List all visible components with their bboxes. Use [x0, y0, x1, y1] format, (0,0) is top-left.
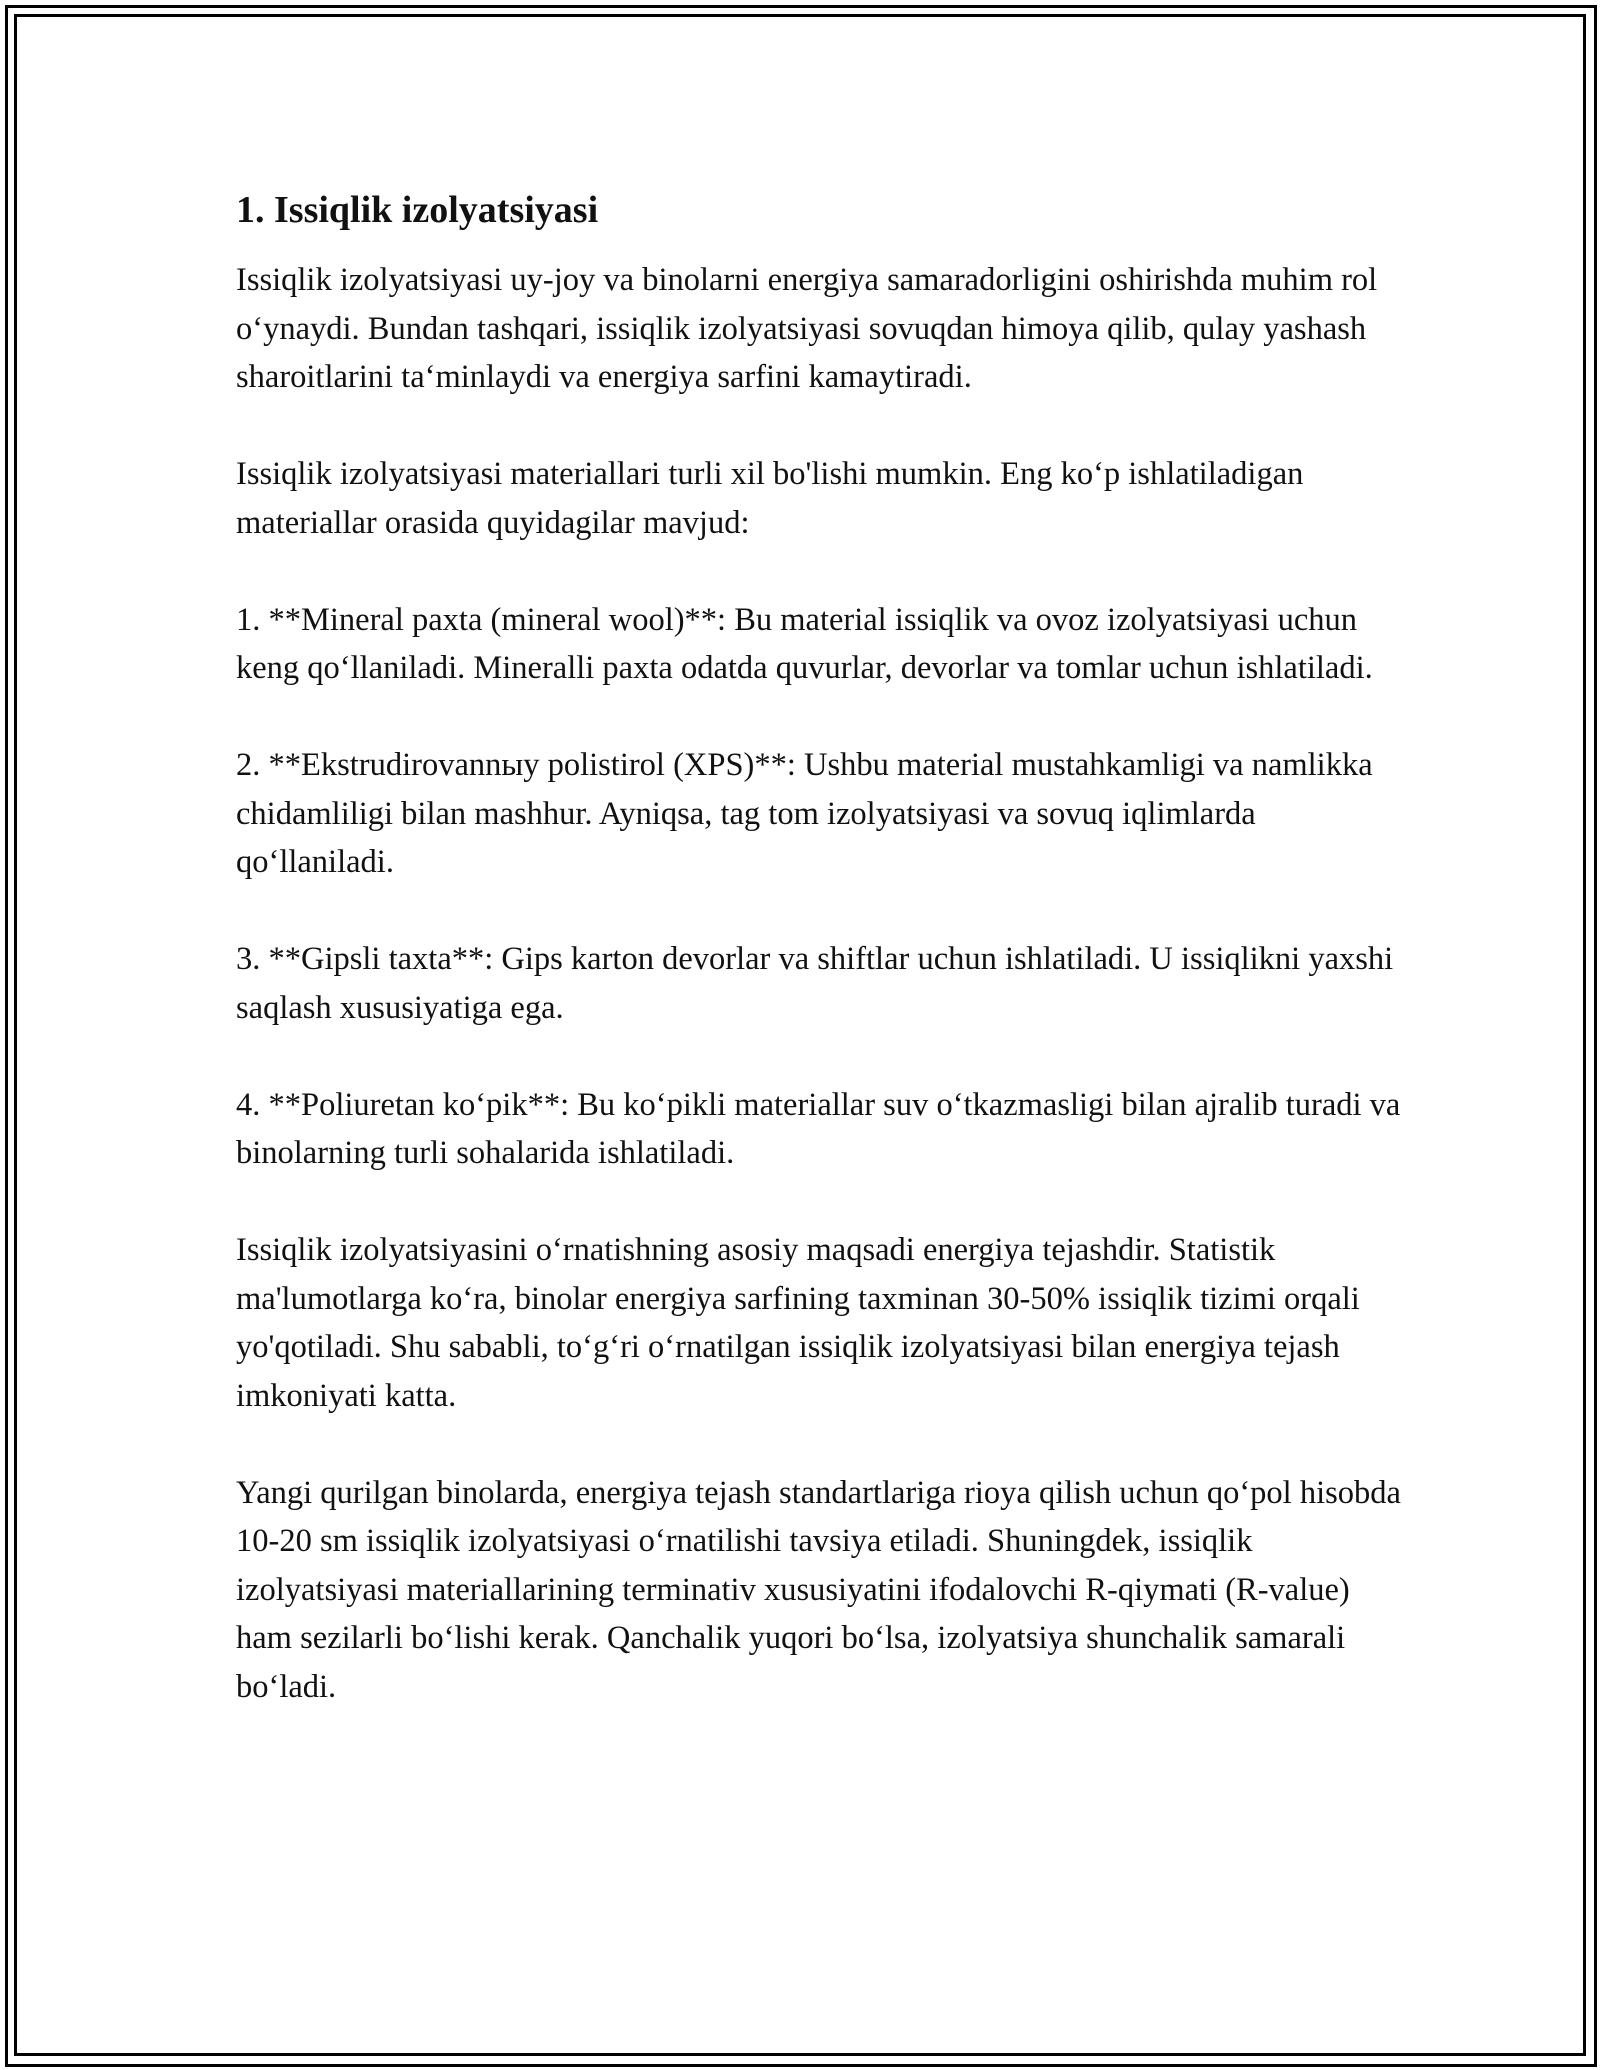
list-item-polyurethane-foam: 4. **Poliuretan ko‘pik**: Bu ko‘pikli materiallar suv o‘tkazmasligi bilan ajralib turadi va binolarning turli sohalarida ishlatiladi. [236, 1086, 1401, 1171]
list-item-gypsum-board: 3. **Gipsli taxta**: Gips karton devorlar va shiftlar uchun ishlatiladi. U issiqlikni yaxshi saqlash xususiyatiga ega. [236, 941, 1394, 1026]
list-item-xps: 2. **Ekstrudirovannыy polistirol (XPS)**: Ushbu material mustahkamligi va namlikka chidamliligi bilan mashhur. Ayniqsa, tag tom izolyatsiyasi va sovuq iqlimlarda qo‘llaniladi. [236, 747, 1373, 880]
list-item-mineral-wool: 1. **Mineral paxta (mineral wool)**: Bu material issiqlik va ovoz izolyatsiyasi uchun keng qo‘llaniladi. Mineralli paxta odatda quvurlar, devorlar va tomlar uchun ishlatiladi. [236, 601, 1373, 686]
section-title: 1. Issiqlik izolyatsiyasi [236, 189, 599, 231]
intro-paragraph: Issiqlik izolyatsiyasi uy-joy va binolarni energiya samaradorligini oshirishda muhim rol o‘ynaydi. Bundan tashqari, issiqlik izolyatsiyasi sovuqdan himoya qilib, qulay yashash sharoitlarini ta‘minlaydi va energiya sarfini kamaytiradi. [236, 262, 1378, 395]
materials-intro-paragraph: Issiqlik izolyatsiyasi materiallari turli xil bo'lishi mumkin. Eng ko‘p ishlatiladigan materiallar orasida quyidagilar mavjud: [236, 456, 1304, 541]
energy-saving-paragraph: Issiqlik izolyatsiyasini o‘rnatishning asosiy maqsadi energiya tejashdir. Statistik ma'lumotlarga ko‘ra, binolar energiya sarfining taxminan 30-50% issiqlik tizimi orqali yo'qotiladi. Shu sababli, to‘g‘ri o‘rnatilgan issiqlik izolyatsiyasi bilan energiya tejash imkoniyati katta. [236, 1232, 1360, 1414]
standards-paragraph: Yangi qurilgan binolarda, energiya tejash standartlariga rioya qilish uchun qo‘pol hisobda 10-20 sm issiqlik izolyatsiyasi o‘rnatilishi tavsiya etiladi. Shuningdek, issiqlik izolyatsiyasi materiallarining terminativ xususiyatini ifodalovchi R-qiymati (R-value) ham sezilarli bo‘lishi kerak. Qanchalik yuqori bo‘lsa, izolyatsiya shunchalik samarali bo‘ladi. [236, 1474, 1401, 1705]
document-body [236, 186, 1406, 1760]
